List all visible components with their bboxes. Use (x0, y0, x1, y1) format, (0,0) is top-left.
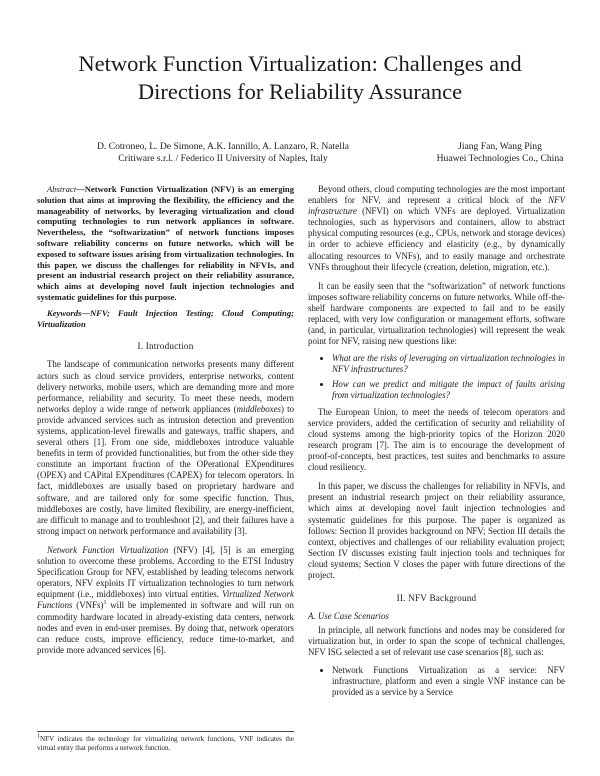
keywords: Keywords—NFV; Fault Injection Testing; Cloud Computing; Virtualization (37, 307, 294, 329)
text-run: ) to provide advanced services such as intrusion detection and prevention systems, application-level firewalls and gateways, traffic shapers, and several others [1]. From one side, middleboxes introduce valuable benefits in term of provided functionalities, but from the other side they constitute an important fraction of the OPerational EXpenditures (OPEX) and CAPital EXpenditures (CAPEX) for telecom operators. In fact, middleboxes are usually based on proprietary hardware and software, and are tailored only for some specific function. Thus, middleboxes are costly, have limited flexibility, are energy-inefficient, are difficult to manage and to troubleshoot [2], and their failures have a strong impact on network performance and availability [3]. (37, 403, 295, 536)
paragraph: The European Union, to meet the needs of telecom operators and service providers, added the certification of security and reliability of cloud systems among the high-priority topics of the Horizon 2020 research program [7]. The aim is to encourage the development of proof-of-concepts, best practices, test suites and benchmarks to assure cloud resiliency. (308, 406, 565, 473)
paragraph (37, 359, 294, 537)
paper-title (20, 50, 580, 106)
section-heading-nfv-background: II. NFV Background (396, 593, 477, 604)
footnote-marker: 1 (103, 600, 107, 607)
subsection-heading: A. Use Case Scenarios (308, 611, 389, 622)
section-heading-introduction: I. Introduction (137, 341, 194, 352)
author-group-2 (405, 141, 595, 165)
title-line-1: Network Function Virtualization: Challenges and (78, 51, 522, 76)
abstract-label: Abstract (47, 184, 77, 194)
emphasis: NFV infrastructure (308, 195, 565, 217)
abstract-text: —Network Function Virtualization (NFV) is an emerging solution that aims at improving the flexibility, the efficiency and the manageability of networks, by leveraging virtualization and cloud computing technologies to run network appliances in software. Nevertheless, the “softwarization” of network functions imposes software reliability concerns on future networks, which will be exposed to software issues arising from virtualization technologies. In this paper, we discuss the challenges for reliability in NFVIs, and present an industrial research project on their reliability assurance, which aims at developing novel fault injection technologies and systematic guidelines for this purpose. (37, 184, 294, 302)
author-names: D. Cotroneo, L. De Simone, A.K. Iannillo, A. Lanzaro, R. Natella (96, 141, 350, 152)
paragraph: In this paper, we discuss the challenges for reliability in NFVIs, and present an industrial research project on their reliability assurance, which aims at developing novel fault injection technologies and systematic guidelines for this purpose. The paper is organized as follows: Section II provides background on NFV; Section III details the context, objectives and challenges of our reliability evaluation project; Section IV discusses existing fault injection tools and techniques for cloud systems; Section V closes the paper with future directions of the project. (308, 481, 565, 580)
footnote-mark: 1 (37, 733, 40, 740)
list-item: • Network Functions Virtualization as a service: NFV infrastructure, platform and even a single VNF instance can be provided as a service by a Service (332, 665, 565, 698)
paragraph: It can be easily seen that the “softwarization” of network functions imposes software reliability concerns on future networks. While off-the-shelf hardware components are expected to fail and to be easily replaced, with very low configuration or management efforts, software (and, in particular, virtualization technologies) will represent the weak point for NFV, raising new questions like: (308, 280, 565, 347)
list-item: • How can we predict and mitigate the impact of faults arising from virtualization technologies? (332, 379, 565, 401)
paragraph (37, 545, 294, 656)
question-list (308, 353, 565, 400)
text-run: The landscape of communication networks presents many different actors such as cloud service providers, enterprise networks, content delivery networks, mobile users, which are demanding more and more performance, reliability and security. To meet these needs, modern networks deploy a wide range of network appliances ( (37, 359, 294, 414)
emphasis: Network Function Virtualization (47, 544, 169, 555)
list-item: • What are the risks of leveraging on virtualization technologies in NFV infrastructures? (332, 353, 565, 375)
author-affiliation: Huawei Technologies Co., China (436, 153, 564, 164)
paragraph: In principle, all network functions and nodes may be considered for virtualization but, in order to span the scope of technical challenges, NFV ISG selected a set of relevant use case scenarios [8], such as: (308, 625, 565, 658)
text-run: will be implemented in software and will run on commodity hardware located in already-existing data centers, network nodes and even in end-user premises. By doing that, network operators can reduce costs, improve efficiency, reduce time-to-market, and provide more advanced services [6]. (37, 600, 294, 655)
author-affiliation: Critiware s.r.l. / Federico II University of Naples, Italy (118, 153, 328, 164)
text-run: (NFV) [4], [5] is an emerging solution to overcome these problems. According to the ETSI Industry Specification Group for NFV, established by leading telecoms network operators, NFV exploits IT virtualization technologies to turn network equipment (i.e., middleboxes) into virtual entities. (37, 544, 294, 600)
paragraph (308, 184, 565, 273)
author-group-1 (62, 141, 384, 165)
footnote-text: NFV indicates the technology for virtualizing network functions, VNF indicates the virtual entity that performs a network function. (37, 735, 294, 752)
emphasis: middleboxes (236, 403, 281, 414)
author-names: Jiang Fan, Wang Ping (458, 141, 542, 152)
left-column (37, 184, 294, 656)
title-line-2: Directions for Reliability Assurance (137, 79, 463, 104)
text-run: Beyond others, cloud computing technologies are the most important enablers for NFV, and represent a critical block of the (308, 184, 565, 206)
abstract (37, 184, 294, 303)
text-run: (NFVI) on which VNFs are deployed. Virtualization technologies, such as hypervisors and containers, allow to abstract physical computing resources (e.g., CPUs, network and storage devices) in order to achieve efficiency and elasticity (e.g., by dynamically allocating resources to VNFs), and to easily manage and orchestrate VNFs throughout their lifecycle (creation, deletion, migration, etc.). (308, 206, 565, 272)
footnote (37, 731, 294, 753)
emphasis: Virtualized Network Functions (37, 589, 294, 611)
text-run: (VNFs) (72, 600, 104, 611)
use-case-list (308, 665, 565, 698)
right-column (308, 184, 565, 704)
